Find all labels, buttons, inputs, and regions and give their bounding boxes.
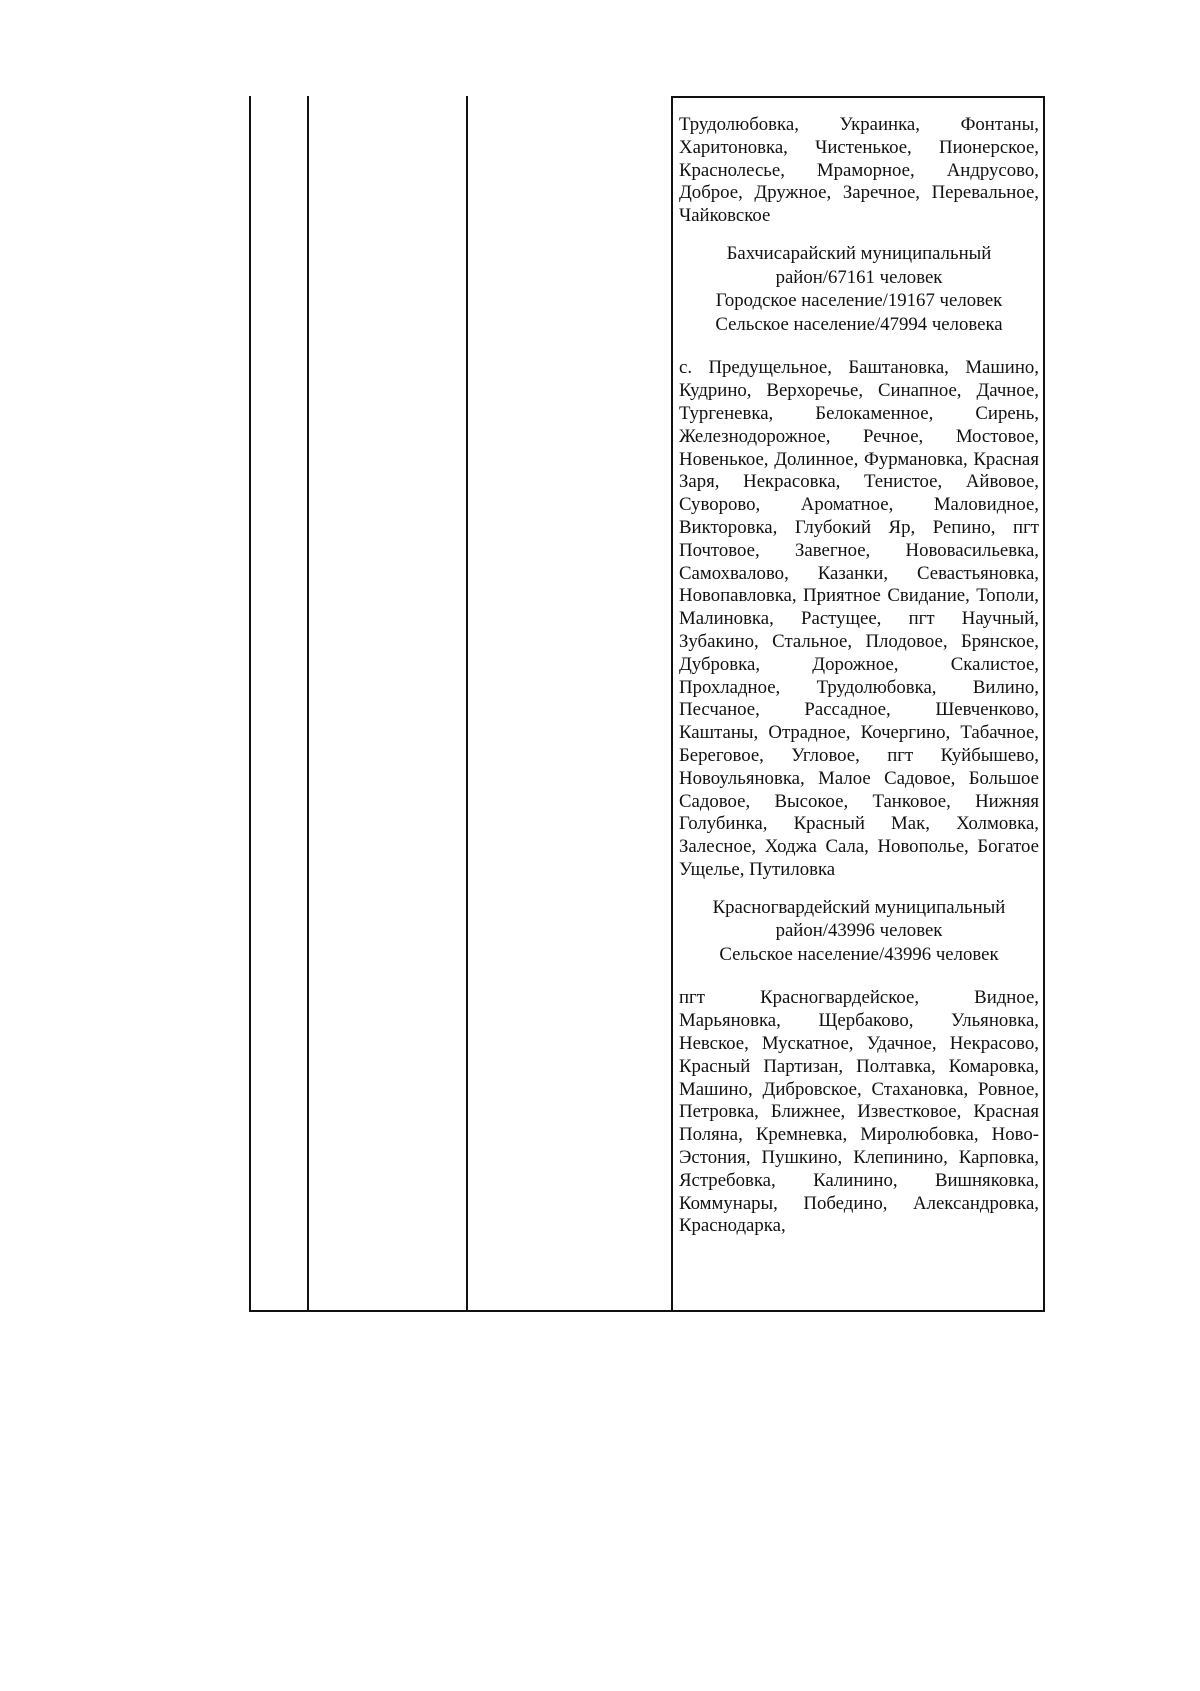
table-column-2: [309, 96, 468, 1310]
district-urban-population: Городское население/19167 человек: [715, 290, 1003, 312]
district-heading-bakhchisaray: [679, 242, 1039, 336]
district-rural-population: Сельское население/43996 человек: [719, 943, 999, 965]
settlements-table: [249, 96, 1045, 1312]
district-rural-population: Сельское население/47994 человека: [715, 313, 1003, 335]
settlement-list-paragraph: с. Предущельное, Баштановка, Машино, Кудрино, Верхоречье, Синапное, Дачное, Тургеневка, Белокаменное, Сирень, Железнодорожное, Речное, Мостовое, Новенькое, Долинное, Фурмановка, Красная Заря, Некрасовка, Тенистое, Айвовое, Суворово, Ароматное, Маловидное, Викторовка, Глубокий Яр, Репино, пгт Почтовое, Завегное, Нововасильевка, Самохвалово, Казанки, Севастьяновка, Новопавловка, Приятное Свидание, Тополи, Малиновка, Растущее, пгт Научный, Зубакино, Стальное, Плодовое, Брянское, Дубровка, Дорожное, Скалистое, Прохладное, Трудолюбовка, Вилино, Песчаное, Рассадное, Шевченково, Каштаны, Отрадное, Кочергино, Табачное, Береговое, Угловое, пгт Куйбышево, Новоульяновка, Малое Садовое, Большое Садовое, Высокое, Танковое, Нижняя Голубинка, Красный Мак, Холмовка, Залесное, Ходжа Сала, Новополье, Богатое Ущелье, Путиловка: [679, 357, 1039, 880]
table-column-number: [251, 96, 309, 1310]
settlement-list-paragraph: Трудолюбовка, Украинка, Фонтаны, Харитоновка, Чистенькое, Пионерское, Краснолесье, Мраморное, Андрусово, Доброе, Дружное, Заречное, Перевальное, Чайковское: [679, 114, 1039, 227]
table-column-settlements: [673, 96, 1043, 1310]
settlement-list-paragraph: пгт Красногвардейское, Видное, Марьяновка, Щербаково, Ульяновка, Невское, Мускатное, Удачное, Некрасово, Красный Партизан, Полтавка, Комаровка, Машино, Дибровское, Стахановка, Ровное, Петровка, Ближнее, Известковое, Красная Поляна, Кремневка, Миролюбовка, Ново-Эстония, Пушкино, Клепинино, Карповка, Ястребовка, Калинино, Вишняковка, Коммунары, Победино, Александровка, Краснодарка,: [679, 987, 1039, 1237]
district-title: Бахчисарайский муниципальный район/67161 человек: [726, 242, 992, 288]
table-column-3: [468, 96, 673, 1310]
district-title: Красногвардейский муниципальный район/43996 человек: [712, 896, 1006, 942]
district-heading-krasnogvardeysky: [679, 896, 1039, 967]
